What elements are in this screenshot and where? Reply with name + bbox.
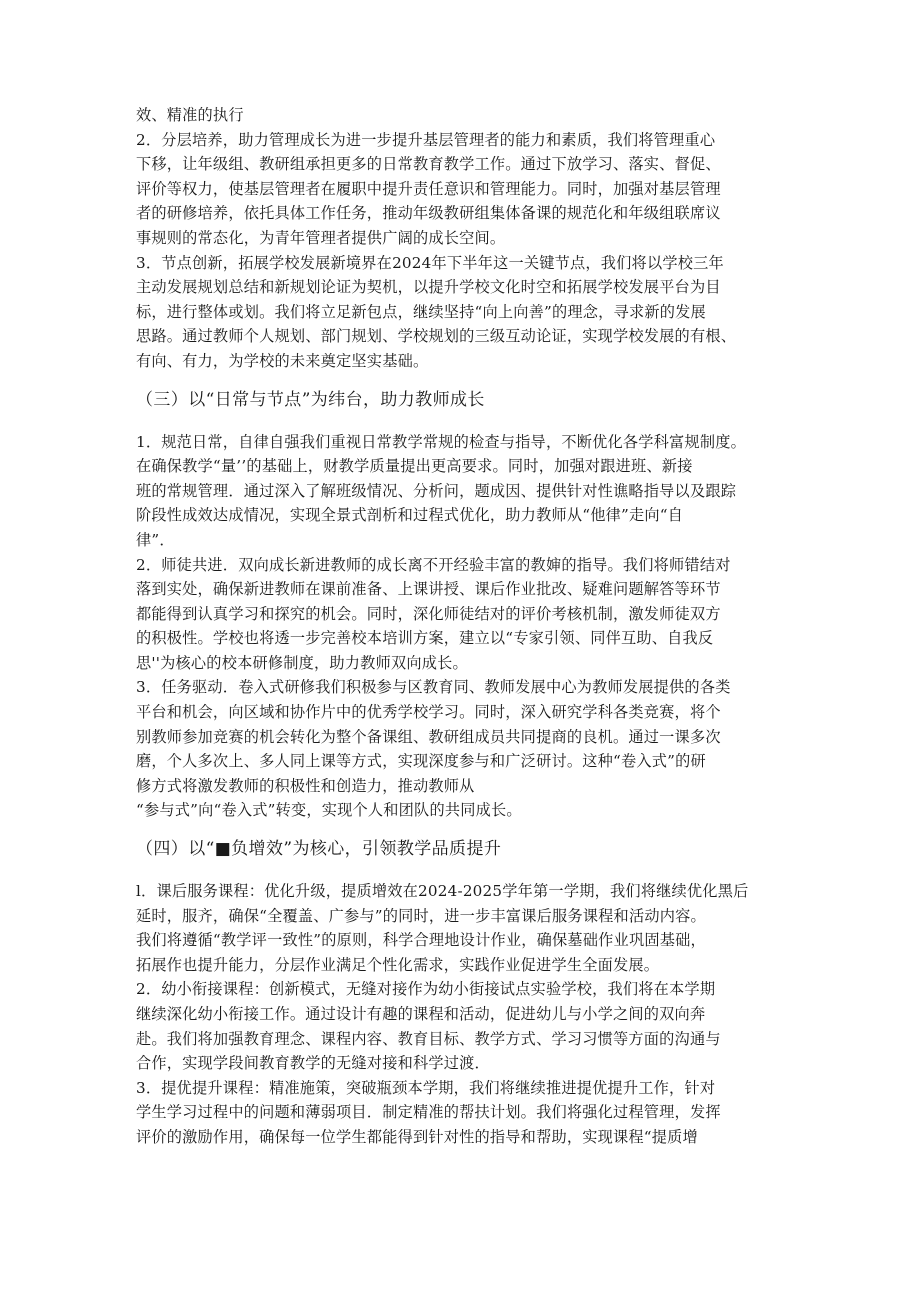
text-line: 思''为核心的校本研修制度，助力教师双向成长。: [136, 653, 468, 672]
text-line: 3．提优提升课程：精准施策，突破瓶颈本学期，我们将继续推进提优提升工作，针对: [136, 1078, 716, 1097]
text-line: 下移，让年级组、教研组承担更多的日常教育教学工作。通过下放学习、落实、督促、: [136, 155, 721, 174]
text-line: 在确保教学“量’’的基础上，财教学质量提出更高要求。同时，加强对跟进班、新接: [136, 457, 693, 476]
text-line: 2．分层培养，助力管理成长为进一步提升基层管理者的能力和素质，我们将管理重心: [136, 130, 716, 149]
text-line: 1．规范日常，自律自强我们重视日常教学常规的检查与指导，不断优化各学科富规制度。: [136, 432, 746, 451]
text-line: 2．师徒共进．双向成长新进教师的成长离不开经验丰富的教婶的指导。我们将师错结对: [136, 555, 731, 574]
text-line: 平台和机会，向区域和协作片中的优秀学校学习。同时，深入研究学科各类竞赛，将个: [136, 703, 721, 722]
text-line: 班的常规管理．通过深入了解班级情况、分析问，题成因、提供针对性谯略指导以及跟踪: [136, 481, 737, 500]
paragraph-layered-training: [136, 128, 798, 251]
text-line: 有向、有力，为学校的未来奠定坚实基础。: [136, 351, 429, 370]
text-line: 者的研修培养，依托具体工作任务，推动年级教研组集体备课的规范化和年级组联席议: [136, 204, 721, 223]
paragraph-node-innovation: [136, 251, 798, 374]
text-line: “参与式”向“卷入式”转变，实现个人和团队的共同成长。: [136, 801, 522, 820]
text-line: 律”．: [136, 530, 175, 549]
text-line: 的积极性。学校也将透一步完善校本培训方案，建立以“专家引领、同伴互助、自我反: [136, 629, 714, 648]
text-line: 学生学习过程中的问题和薄弱项目．制定精准的帮扶计划。我们将强化过程管理，发挥: [136, 1103, 721, 1122]
paragraph-mentorship: [136, 553, 798, 676]
text-line: 3．任务驱动．卷入式研修我们积极参与区教育同、教师发展中心为教师发展提供的各类: [136, 678, 731, 697]
text-line: 延时，服齐，确保“全覆盖、广参与”的同时，进一步丰富课后服务课程和活动内容。: [136, 906, 706, 925]
text-line: 评价等权力，使基层管理者在履职中提升责任意识和管理能力。同时，加强对基层管理: [136, 179, 721, 198]
text-line: 效、精准的执行: [136, 106, 244, 124]
text-line: 拓展作也提升能力，分层作业满足个性化需求，实践作业促进学生全面发展。: [136, 955, 660, 974]
text-line: 磨，个人多次上、多人同上课等方式，实现深度参与和广泛研讨。这种“卷入式”的研: [136, 752, 706, 771]
text-line: 思路。通过教师个人规划、部门规划、学校规划的三级互动论证，实现学校发展的有根、: [136, 327, 737, 346]
text-line: 评价的激励作用，确保每一位学生都能得到针对性的指导和帮助，实现课程“提质增: [136, 1127, 698, 1146]
paragraph-routine: [136, 430, 798, 553]
text-line: 落到实处，确保新进教师在课前准备、上课讲授、课后作业批改、疑难问题解答等环节: [136, 580, 721, 599]
text-line: 合作，实现学段间教育教学的无缝对接和科学过渡．: [136, 1054, 490, 1073]
document-page: [136, 103, 798, 1150]
text-line: 继续深化幼小衔接工作。通过设计有趣的课程和活动，促进幼儿与小学之间的双向奔: [136, 1005, 706, 1023]
intro-fragment: [136, 103, 798, 128]
paragraph-after-school: [136, 879, 798, 977]
text-line: 我们将遵循“教学评一致性”的原则，科学合理地设计作业，确保墓础作业巩固基础，: [136, 931, 706, 950]
text-line: 2．幼小衔接课程：创新模式，无缝对接作为幼小街接试点实验学校，我们将在本学期: [136, 980, 716, 999]
text-line: 主动发展规划总结和新规划论证为契机，以提升学校文化时空和拓展学校发展平台为目: [136, 278, 721, 297]
text-line: 别教师参加竞赛的机会转化为整个备课组、教研组成员共同提商的良机。通过一课多次: [136, 727, 721, 746]
text-line: 事规则的常态化，为青年管理者提供广阔的成长空间。: [136, 228, 506, 247]
text-line: 赴。我们将加强教育理念、课程内容、教育目标、教学方式、学习习惯等方面的沟通与: [136, 1029, 721, 1048]
paragraph-improvement: [136, 1076, 798, 1150]
section-heading-3: （三）以“日常与节点”为纬台，助力教师成长: [136, 389, 485, 410]
paragraph-transition: [136, 977, 798, 1075]
text-line: 阶段性成效达成情况，实现全景式剖析和过程式优化，助力教师从“他律”走向“自: [136, 506, 684, 525]
section-heading-4: （四）以“■负增效”为核心，引领教学品质提升: [136, 839, 502, 860]
text-line: l．课后服务课程：优化升级，提质增效在2024-2025学年第一学期，我们将继续优化黑后: [136, 882, 749, 901]
text-line: 3．节点创新，拓展学校发展新境界在2024年下半年这一关键节点，我们将以学校三年: [136, 253, 724, 272]
paragraph-task-driven: [136, 675, 798, 823]
text-line: 修方式将激发教师的积极性和创造力，推动教师从: [136, 776, 475, 795]
text-line: 都能得到认真学习和探究的机会。同时，深化师徒结对的评价考核机制，激发师徒双方: [136, 604, 721, 623]
text-line: 标，进行整体或划。我们将立足新包点，继续坚持“向上向善”的理念，寻求新的发展: [136, 302, 706, 321]
